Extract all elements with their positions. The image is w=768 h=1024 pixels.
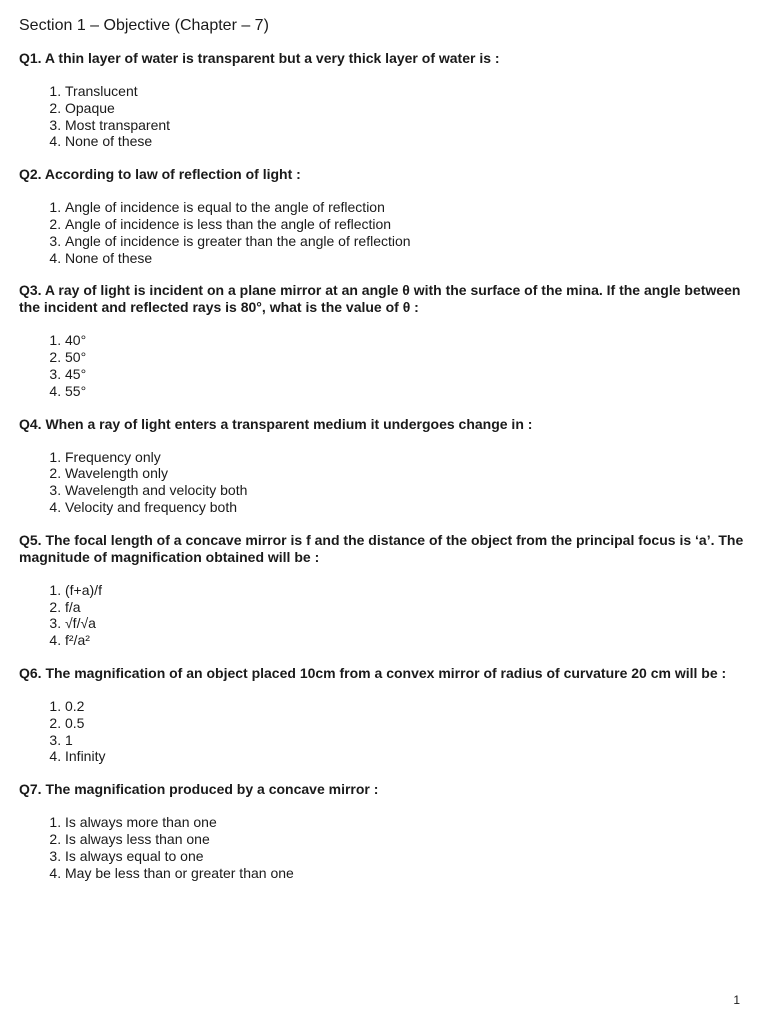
option-list bbox=[19, 814, 749, 881]
option-item: 4. f²/a² bbox=[65, 632, 749, 649]
option-item: 3. √f/√a bbox=[65, 615, 749, 632]
option-item: 1. Angle of incidence is equal to the angle of reflection bbox=[65, 199, 749, 216]
option-item: 4. None of these bbox=[65, 250, 749, 267]
question-text: Q6. The magnification of an object placed 10cm from a convex mirror of radius of curvature 20 cm will be : bbox=[19, 664, 727, 681]
option-item: 4. Infinity bbox=[65, 748, 749, 765]
question-7 bbox=[19, 781, 749, 881]
option-item: 2. Is always less than one bbox=[65, 831, 749, 848]
option-item: 2. 0.5 bbox=[65, 715, 749, 732]
question-5 bbox=[19, 532, 749, 649]
section-title: Section 1 – Objective (Chapter – 7) bbox=[19, 17, 269, 34]
question-text: Q2. According to law of reflection of light : bbox=[19, 166, 301, 183]
option-item: 3. 1 bbox=[65, 732, 749, 749]
option-list bbox=[19, 582, 749, 649]
question-4 bbox=[19, 416, 749, 516]
option-item: 2. f/a bbox=[65, 599, 749, 616]
question-6 bbox=[19, 665, 749, 765]
option-item: 2. Angle of incidence is less than the angle of reflection bbox=[65, 216, 749, 233]
option-item: 4. Velocity and frequency both bbox=[65, 499, 749, 516]
option-list bbox=[19, 449, 749, 516]
question-text: Q7. The magnification produced by a concave mirror : bbox=[19, 781, 379, 798]
option-item: 4. None of these bbox=[65, 133, 749, 150]
document-page bbox=[19, 16, 749, 897]
option-item: 1. Is always more than one bbox=[65, 814, 749, 831]
option-item: 1. Translucent bbox=[65, 83, 749, 100]
option-list bbox=[19, 199, 749, 266]
option-item: 1. Frequency only bbox=[65, 449, 749, 466]
option-item: 4. 55° bbox=[65, 383, 749, 400]
option-list bbox=[19, 698, 749, 765]
question-text: Q4. When a ray of light enters a transparent medium it undergoes change in : bbox=[19, 415, 533, 432]
question-2 bbox=[19, 166, 749, 266]
option-list bbox=[19, 83, 749, 150]
option-item: 2. Opaque bbox=[65, 100, 749, 117]
option-item: 3. 45° bbox=[65, 366, 749, 383]
option-list bbox=[19, 332, 749, 399]
option-item: 2. 50° bbox=[65, 349, 749, 366]
option-item: 2. Wavelength only bbox=[65, 465, 749, 482]
question-text: Q1. A thin layer of water is transparent but a very thick layer of water is : bbox=[19, 50, 500, 66]
option-item: 3. Is always equal to one bbox=[65, 848, 749, 865]
option-item: 4. May be less than or greater than one bbox=[65, 865, 749, 882]
option-item: 1. 0.2 bbox=[65, 698, 749, 715]
option-item: 3. Angle of incidence is greater than the angle of reflection bbox=[65, 233, 749, 250]
option-item: 1. 40° bbox=[65, 332, 749, 349]
question-3 bbox=[19, 282, 749, 399]
question-1 bbox=[19, 50, 749, 150]
option-item: 3. Wavelength and velocity both bbox=[65, 482, 749, 499]
question-text: Q3. A ray of light is incident on a plane mirror at an angle θ with the surface of the mina. If the angle between the incident and reflected rays is 80°, what is the value of θ : bbox=[19, 282, 741, 316]
option-item: 1. (f+a)/f bbox=[65, 582, 749, 599]
page-number: 1 bbox=[733, 993, 740, 1007]
option-item: 3. Most transparent bbox=[65, 117, 749, 134]
question-text: Q5. The focal length of a concave mirror is f and the distance of the object from the principal focus is ‘a’. The magnitude of magnification obtained will be : bbox=[19, 531, 744, 565]
